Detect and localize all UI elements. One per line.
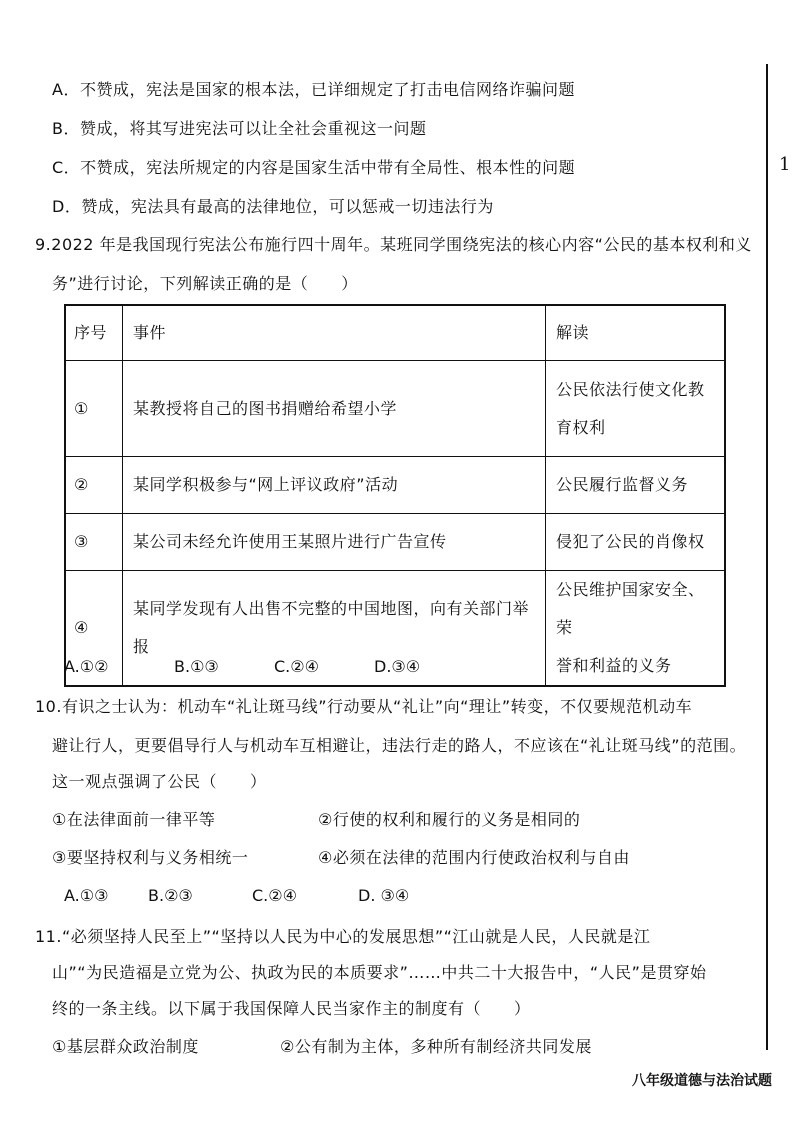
q9-stem-line2: 务”进行讨论，下列解读正确的是（ ） xyxy=(52,274,358,293)
q11-item-1: ①基层群众政治制度 xyxy=(52,1037,199,1056)
row-reading-line2: 誉和利益的义务 xyxy=(556,656,672,675)
header-event: 事件 xyxy=(123,305,546,361)
q9-choice-c: C.②④ xyxy=(274,657,319,676)
q9-stem-line1: 9.2022 年是我国现行宪法公布施行四十周年。某班同学围绕宪法的核心内容“公民的基本权利和义 xyxy=(35,235,752,254)
row-number: ③ xyxy=(65,514,123,571)
q10-item-4: ④必须在法律的范围内行使政治权利与自由 xyxy=(318,848,630,867)
table-row xyxy=(65,361,725,457)
margin-rule xyxy=(766,64,768,1050)
q10-item-2: ②行使的权利和履行的义务是相同的 xyxy=(318,810,581,829)
row-event: 某同学积极参与“网上评议政府”活动 xyxy=(123,457,546,514)
row-reading xyxy=(546,361,726,457)
q11-line3: 终的一条主线。以下属于我国保障人民当家作主的制度有（ ） xyxy=(52,999,531,1018)
q10-choice-d: D. ③④ xyxy=(358,886,410,905)
q11-line1: 11.“必须坚持人民至上”“坚持以人民为中心的发展思想”“江山就是人民，人民就是江 xyxy=(35,927,651,946)
q10-choice-a: A.①③ xyxy=(64,886,109,905)
q8-option-c: C．不赞成，宪法所规定的内容是国家生活中带有全局性、根本性的问题 xyxy=(52,158,576,177)
q10-item-3: ③要坚持权利与义务相统一 xyxy=(52,848,249,867)
q10-line1: 10.有识之士认为：机动车“礼让斑马线”行动要从“礼让”向“理让”转变，不仅要规范机动车 xyxy=(35,697,693,716)
row-reading-line1: 公民维护国家安全、荣 xyxy=(556,580,705,637)
header-reading: 解读 xyxy=(546,305,726,361)
q8-option-b: B．赞成，将其写进宪法可以让全社会重视这一问题 xyxy=(52,119,427,138)
row-event: 某教授将自己的图书捐赠给希望小学 xyxy=(123,361,546,457)
q10-choices xyxy=(64,886,409,906)
table-row xyxy=(65,514,725,571)
row-reading-line1: 公民依法行使文化教 xyxy=(556,379,705,399)
header-number: 序号 xyxy=(65,305,123,361)
table-header-row xyxy=(65,305,725,361)
row-reading-line2: 育权利 xyxy=(556,417,606,437)
q10-item-1: ①在法律面前一律平等 xyxy=(52,810,216,829)
row-event: 某公司未经允许使用王某照片进行广告宣传 xyxy=(123,514,546,571)
margin-number: 1 xyxy=(779,154,791,175)
q9-choice-a: A.①② xyxy=(64,657,109,676)
row-event-line2: 报 xyxy=(133,637,150,656)
table-row xyxy=(65,457,725,514)
row-event-line1: 某同学发现有人出售不完整的中国地图，向有关部门举 xyxy=(133,599,530,618)
row-reading: 公民履行监督义务 xyxy=(546,457,726,514)
row-number: ④ xyxy=(65,571,123,687)
q9-table xyxy=(64,304,726,687)
row-reading: 侵犯了公民的肖像权 xyxy=(546,514,726,571)
q9-choice-d: D.③④ xyxy=(374,657,421,676)
row-number: ① xyxy=(65,361,123,457)
row-reading xyxy=(546,571,726,687)
q10-line3: 这一观点强调了公民（ ） xyxy=(52,772,267,791)
row-number: ② xyxy=(65,457,123,514)
q9-choice-b: B.①③ xyxy=(174,657,219,676)
q10-line2: 避让行人，更要倡导行人与机动车互相避让，违法行走的路人，不应该在“礼让斑马线”的范围。 xyxy=(52,736,747,755)
q10-choice-b: B.②③ xyxy=(148,886,193,905)
q8-option-a: A．不赞成，宪法是国家的根本法，已详细规定了打击电信网络诈骗问题 xyxy=(52,80,575,99)
page-footer: 八年级道德与法治试题 xyxy=(632,1073,772,1089)
q8-option-d: D．赞成，宪法具有最高的法律地位，可以惩戒一切违法行为 xyxy=(52,197,494,216)
q11-line2: 山”“为民造福是立党为公、执政为民的本质要求”……中共二十大报告中，“人民”是贯穿始 xyxy=(52,963,707,982)
q10-choice-c: C.②④ xyxy=(252,886,297,905)
q9-choices xyxy=(64,657,420,677)
q11-item-2: ②公有制为主体，多种所有制经济共同发展 xyxy=(280,1037,592,1056)
